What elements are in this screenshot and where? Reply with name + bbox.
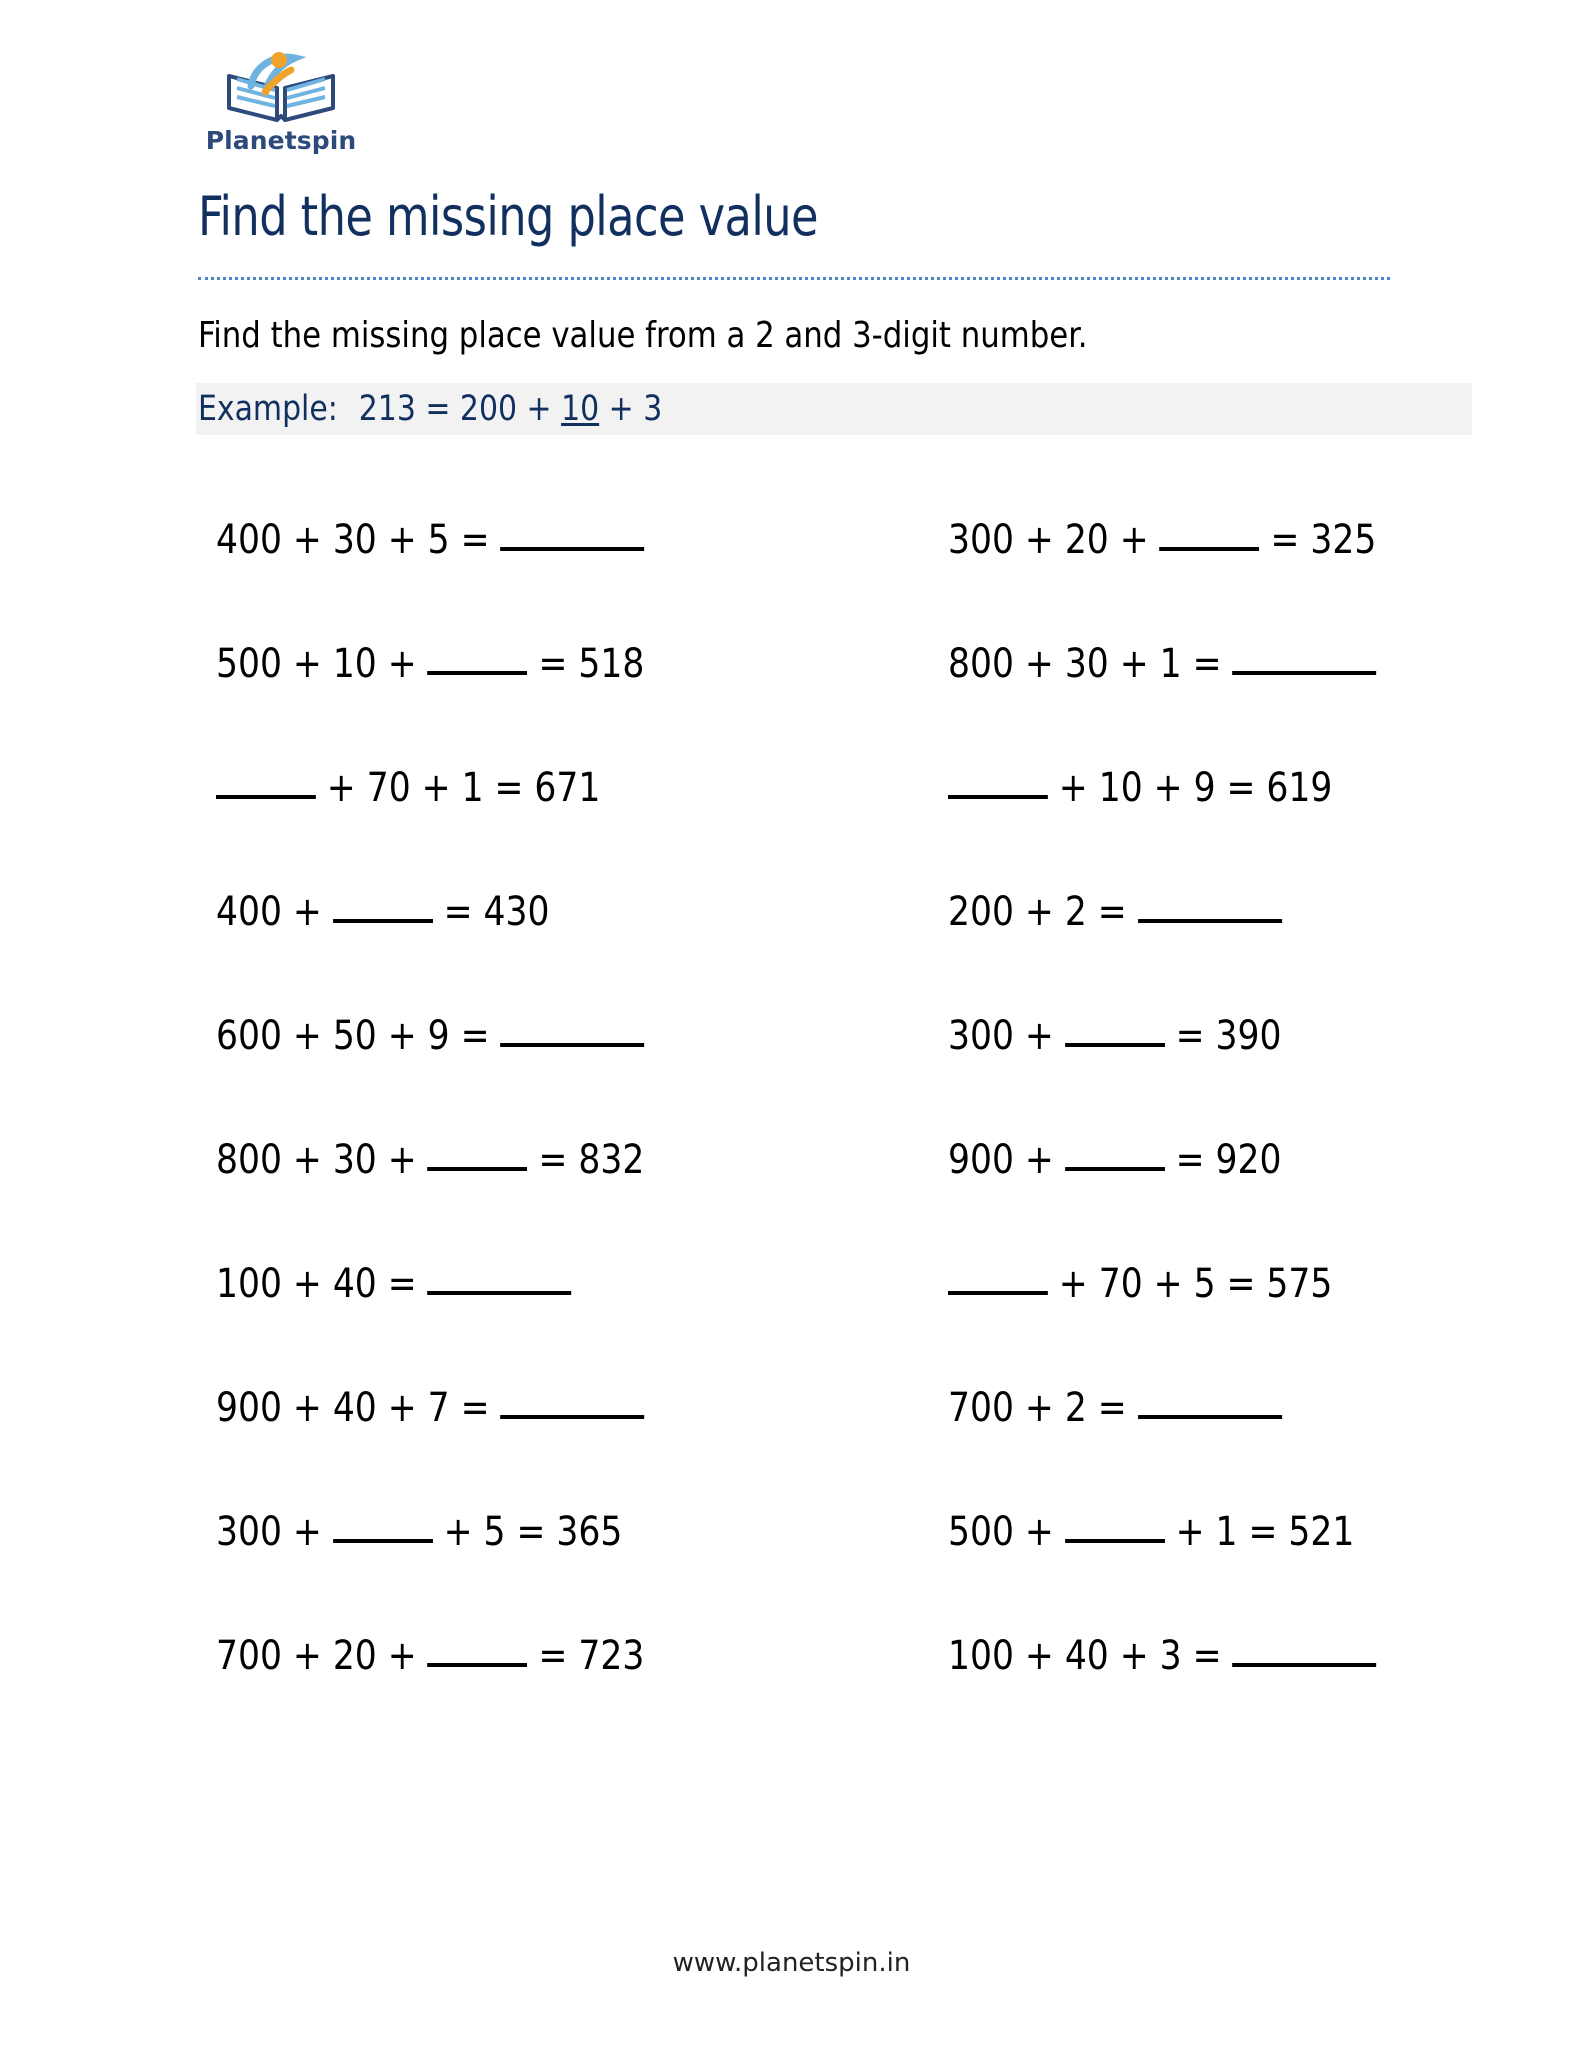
problem-text: 900 + — [948, 1137, 1065, 1183]
answer-blank[interactable] — [501, 1415, 645, 1419]
problem-row — [0, 517, 1583, 644]
problem-right — [948, 517, 1377, 563]
answer-blank[interactable] — [428, 1663, 528, 1667]
problem-right — [948, 1385, 1282, 1431]
answer-blank[interactable] — [333, 919, 433, 923]
answer-blank[interactable] — [428, 671, 528, 675]
problem-left — [216, 1509, 623, 1555]
problem-text: + 5 = 365 — [432, 1509, 623, 1555]
answer-blank[interactable] — [1065, 1167, 1165, 1171]
problem-row — [0, 765, 1583, 892]
problem-text: 100 + 40 = — [216, 1261, 428, 1307]
problem-text: + 1 = 521 — [1164, 1509, 1355, 1555]
problem-left — [216, 1013, 645, 1059]
problem-left — [216, 641, 645, 687]
problem-text: 300 + 20 + — [948, 517, 1160, 563]
problem-text: = 325 — [1259, 517, 1377, 563]
answer-blank[interactable] — [1138, 1415, 1282, 1419]
problem-row — [0, 1385, 1583, 1512]
problem-left — [216, 1137, 645, 1183]
instruction-text: Find the missing place value from a 2 and 3-digit number. — [198, 315, 1088, 356]
page-title: Find the missing place value — [198, 185, 818, 248]
problem-text: 200 + 2 = — [948, 889, 1138, 935]
problem-right — [948, 1509, 1355, 1555]
problem-right — [948, 1261, 1333, 1307]
example-text — [198, 389, 662, 429]
problem-text: = 832 — [527, 1137, 645, 1183]
example-underlined-term: 10 — [561, 389, 600, 429]
brand-logo — [196, 48, 366, 153]
problem-right — [948, 1633, 1377, 1679]
answer-blank[interactable] — [1065, 1539, 1165, 1543]
problem-row — [0, 1261, 1583, 1388]
problem-text: + 10 + 9 = 619 — [1047, 765, 1333, 811]
problem-left — [216, 765, 601, 811]
answer-blank[interactable] — [428, 1291, 572, 1295]
problem-left — [216, 1261, 572, 1307]
problem-text: 500 + — [948, 1509, 1065, 1555]
problem-row — [0, 1633, 1583, 1760]
example-label: Example: — [198, 389, 338, 429]
problem-text: 100 + 40 + 3 = — [948, 1633, 1233, 1679]
problem-right — [948, 765, 1333, 811]
problem-text: 300 + — [216, 1509, 333, 1555]
problem-text: 400 + 30 + 5 = — [216, 517, 501, 563]
problem-row — [0, 641, 1583, 768]
problem-text: + 70 + 1 = 671 — [315, 765, 601, 811]
answer-blank[interactable] — [428, 1167, 528, 1171]
footer-url: www.planetspin.in — [672, 1948, 911, 1978]
answer-blank[interactable] — [948, 795, 1048, 799]
problem-text: 900 + 40 + 7 = — [216, 1385, 501, 1431]
answer-blank[interactable] — [333, 1539, 433, 1543]
problem-text: = 390 — [1164, 1013, 1282, 1059]
problem-text: = 518 — [527, 641, 645, 687]
problem-row — [0, 1137, 1583, 1264]
answer-blank[interactable] — [1233, 1663, 1377, 1667]
brand-name: Planetspin — [205, 126, 357, 155]
problem-row — [0, 1013, 1583, 1140]
problem-text: 600 + 50 + 9 = — [216, 1013, 501, 1059]
answer-blank[interactable] — [1233, 671, 1377, 675]
problem-text: 300 + — [948, 1013, 1065, 1059]
problem-text: 700 + 20 + — [216, 1633, 428, 1679]
answer-blank[interactable] — [948, 1291, 1048, 1295]
answer-blank[interactable] — [216, 795, 316, 799]
problem-text: = 723 — [527, 1633, 645, 1679]
problem-text: 400 + — [216, 889, 333, 935]
problem-text: 700 + 2 = — [948, 1385, 1138, 1431]
problem-left — [216, 889, 550, 935]
problem-right — [948, 889, 1282, 935]
answer-blank[interactable] — [501, 547, 645, 551]
example-equation-prefix: 213 = 200 + — [358, 389, 562, 429]
problem-left — [216, 1385, 645, 1431]
problem-right — [948, 1137, 1282, 1183]
answer-blank[interactable] — [1138, 919, 1282, 923]
problem-right — [948, 1013, 1282, 1059]
problem-grid — [0, 517, 1583, 1760]
problem-row — [0, 889, 1583, 1016]
problem-text: = 920 — [1164, 1137, 1282, 1183]
answer-blank[interactable] — [1160, 547, 1260, 551]
problem-text: 500 + 10 + — [216, 641, 428, 687]
problem-right — [948, 641, 1377, 687]
problem-text: 800 + 30 + — [216, 1137, 428, 1183]
open-book-with-figure-icon — [225, 48, 337, 126]
problem-text: = 430 — [432, 889, 550, 935]
problem-text: 800 + 30 + 1 = — [948, 641, 1233, 687]
answer-blank[interactable] — [501, 1043, 645, 1047]
title-divider — [198, 277, 1390, 280]
problem-row — [0, 1509, 1583, 1636]
answer-blank[interactable] — [1065, 1043, 1165, 1047]
example-equation-suffix: + 3 — [599, 389, 663, 429]
problem-left — [216, 517, 645, 563]
problem-text: + 70 + 5 = 575 — [1047, 1261, 1333, 1307]
problem-left — [216, 1633, 645, 1679]
